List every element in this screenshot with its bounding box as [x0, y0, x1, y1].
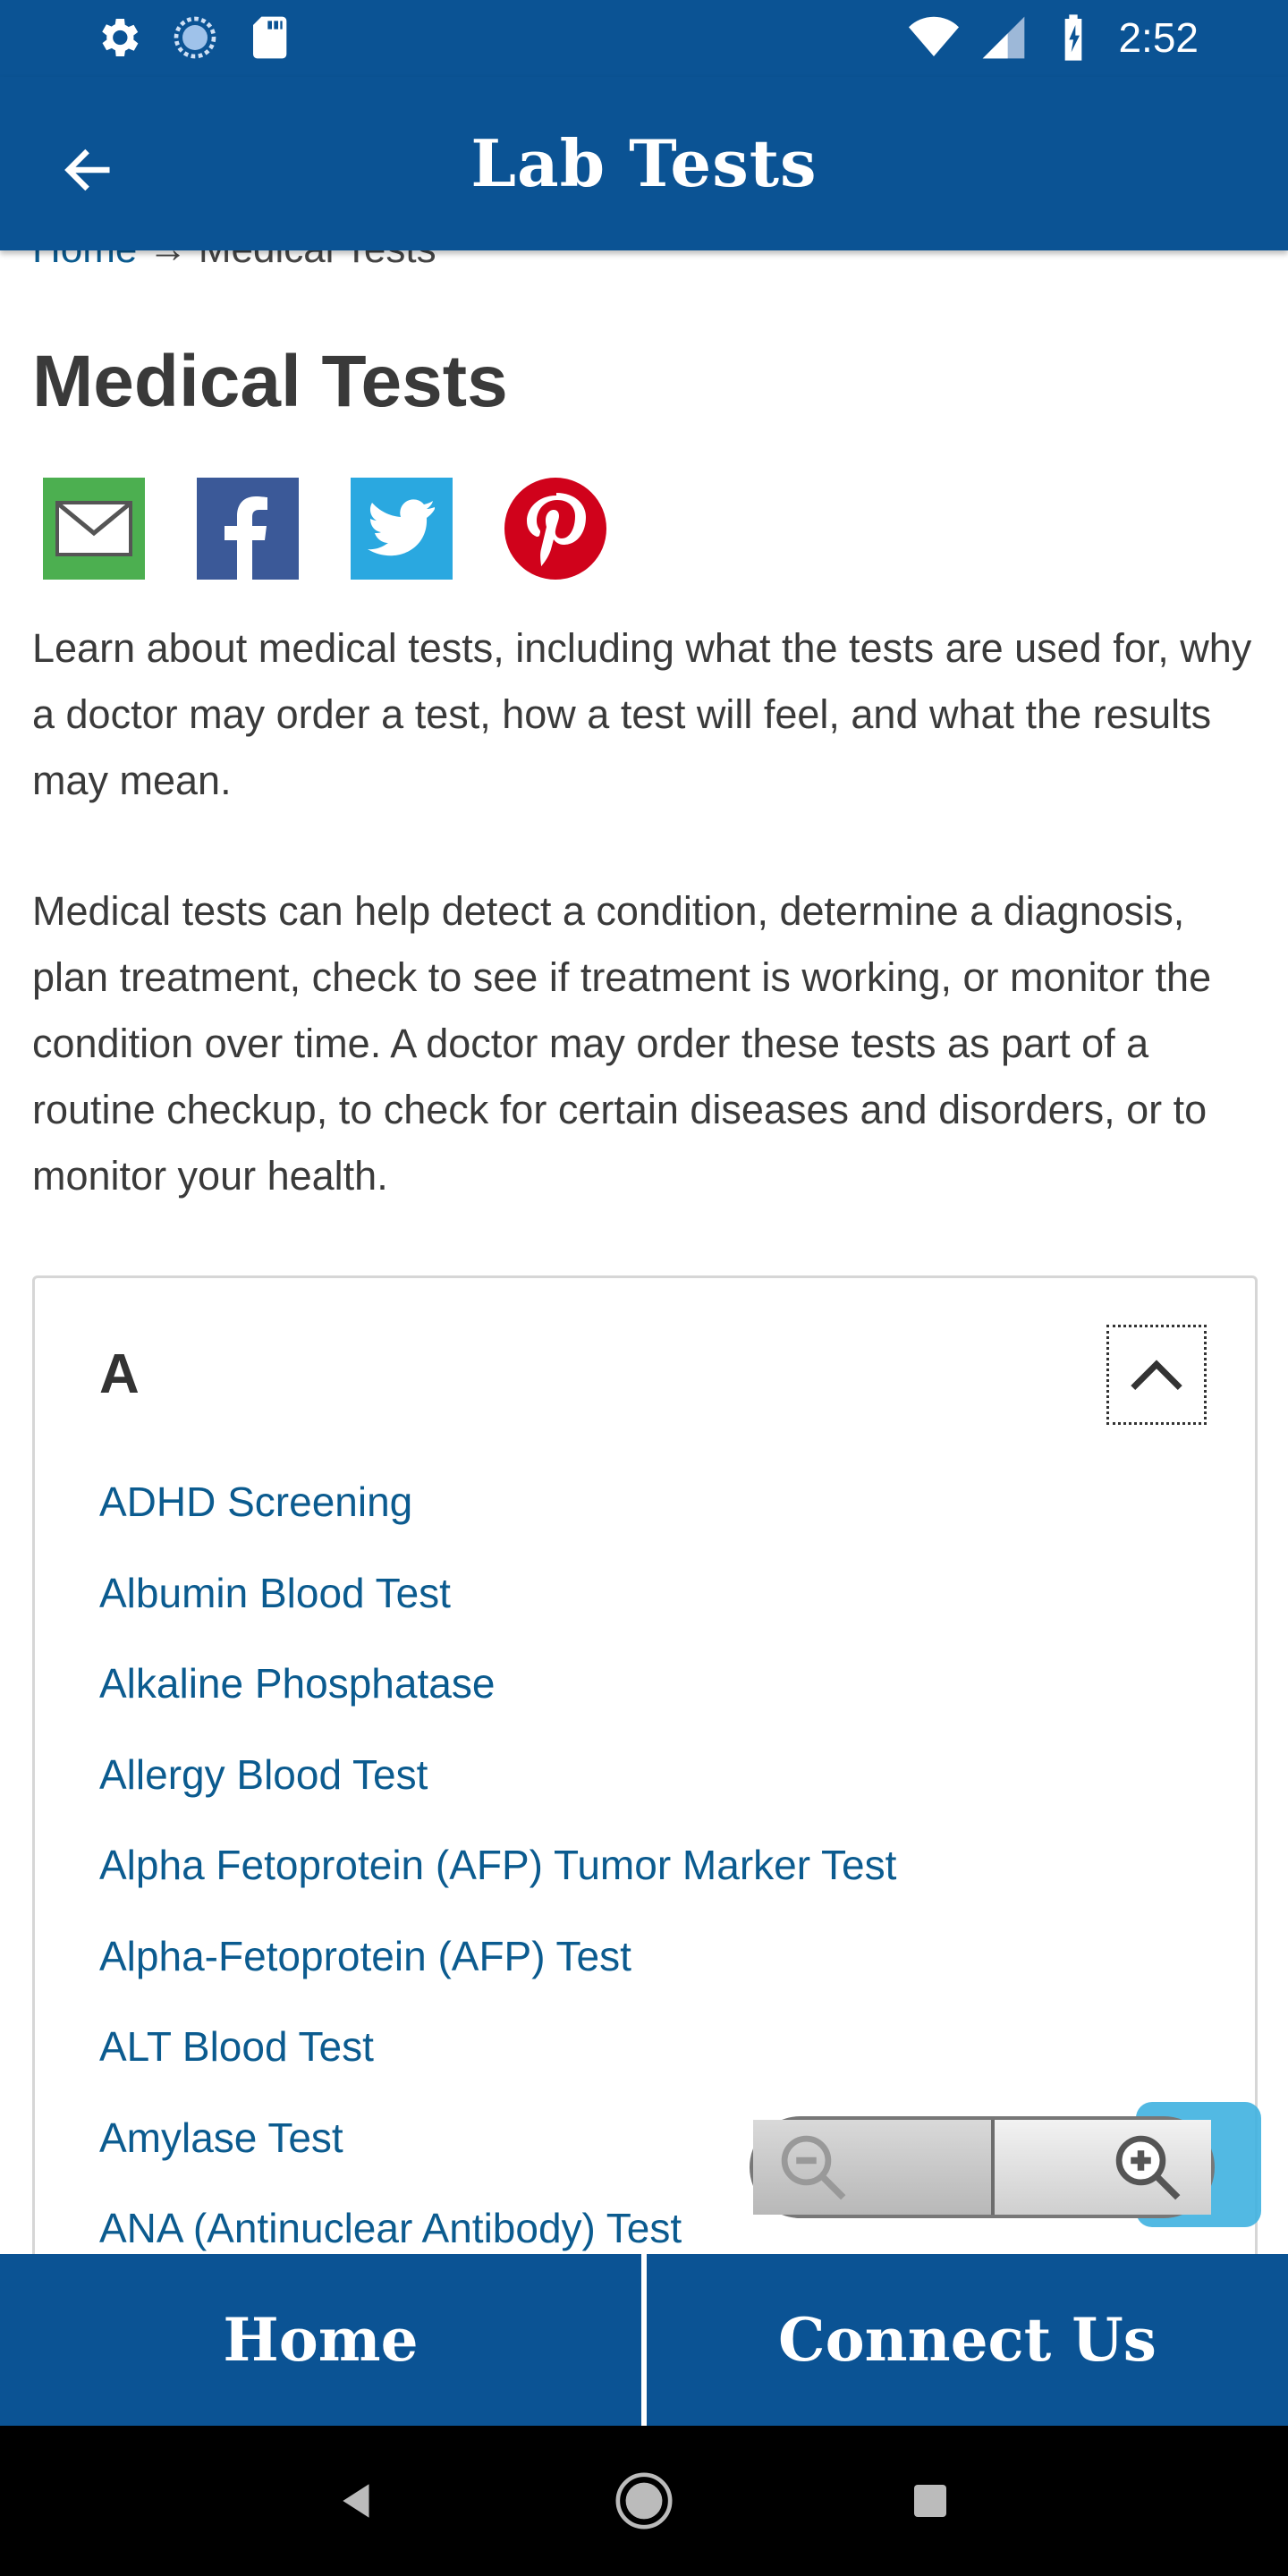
zoom-out-button[interactable] [753, 2120, 995, 2215]
test-link[interactable]: Albumin Blood Test [99, 1569, 451, 1616]
test-link[interactable]: ANA (Antinuclear Antibody) Test [99, 2205, 682, 2251]
main-content[interactable] [0, 250, 1288, 2254]
list-item [99, 1639, 896, 1730]
facebook-share-icon[interactable] [197, 478, 299, 580]
zoom-control [750, 2116, 1215, 2218]
test-link[interactable]: Alkaline Phosphatase [99, 1660, 496, 1707]
status-time: 2:52 [1118, 14, 1199, 61]
nav-back-button[interactable] [322, 2465, 394, 2537]
chevron-up-icon [1125, 1343, 1188, 1406]
status-bar [0, 0, 1288, 77]
app-title: Lab Tests [470, 125, 818, 201]
page-title: Medical Tests [32, 341, 508, 422]
test-link[interactable]: ADHD Screening [99, 1479, 413, 1525]
wifi-icon [909, 13, 959, 63]
accordion-letter: A [99, 1343, 140, 1405]
share-buttons [43, 478, 606, 580]
list-item [99, 2002, 896, 2093]
list-item [99, 1730, 896, 1821]
zoom-in-icon [1107, 2127, 1188, 2207]
status-left-icons [93, 13, 297, 63]
list-item [99, 1457, 896, 1548]
tab-home[interactable]: Home [223, 2305, 419, 2375]
test-link[interactable]: ALT Blood Test [99, 2023, 374, 2070]
zoom-in-button[interactable] [995, 2120, 1211, 2215]
list-item [99, 1820, 896, 1911]
settings-icon [93, 13, 143, 63]
nav-recents-button[interactable] [894, 2465, 966, 2537]
triangle-back-icon [335, 2479, 380, 2523]
zoom-out-icon [773, 2127, 853, 2207]
test-link[interactable]: Alpha Fetoprotein (AFP) Tumor Marker Test [99, 1842, 897, 1888]
email-share-icon[interactable] [43, 478, 145, 580]
square-recents-icon [909, 2479, 952, 2522]
list-item [99, 1911, 896, 2003]
twitter-share-icon[interactable] [351, 478, 453, 580]
zoom-body [750, 2116, 1215, 2218]
circle-home-icon [613, 2470, 675, 2532]
test-link[interactable]: Amylase Test [99, 2114, 343, 2161]
intro-text [32, 615, 1267, 1274]
system-nav-bar [0, 2426, 1288, 2576]
tab-connect-us[interactable]: Connect Us [778, 2305, 1157, 2375]
test-link[interactable]: Alpha-Fetoprotein (AFP) Test [99, 1932, 631, 1979]
test-link[interactable]: Allergy Blood Test [99, 1750, 428, 1798]
collapse-button[interactable] [1106, 1325, 1207, 1425]
intro-paragraph: Medical tests can help detect a condition, determine a diagnosis, plan treatment, check to see if treatment is working, or monitor the condition over time. A doctor may order these tests as part of a routine checkup, to check for certain diseases and disorders, or to monitor your health. [32, 888, 1212, 1199]
nav-home-button[interactable] [608, 2465, 680, 2537]
app-bar [0, 77, 1288, 250]
sd-card-icon [247, 13, 297, 63]
list-item [99, 1548, 896, 1640]
bottom-tab-bar [0, 2254, 1288, 2426]
status-right-icons [909, 13, 1199, 63]
signal-icon [979, 13, 1029, 63]
intro-paragraph: Learn about medical tests, including what the tests are used for, why a doctor may order a test, how a test will feel, and what the results may mean. [32, 625, 1252, 803]
battery-charging-icon [1048, 13, 1098, 63]
sync-icon [170, 13, 220, 63]
pinterest-share-icon[interactable] [504, 478, 606, 580]
